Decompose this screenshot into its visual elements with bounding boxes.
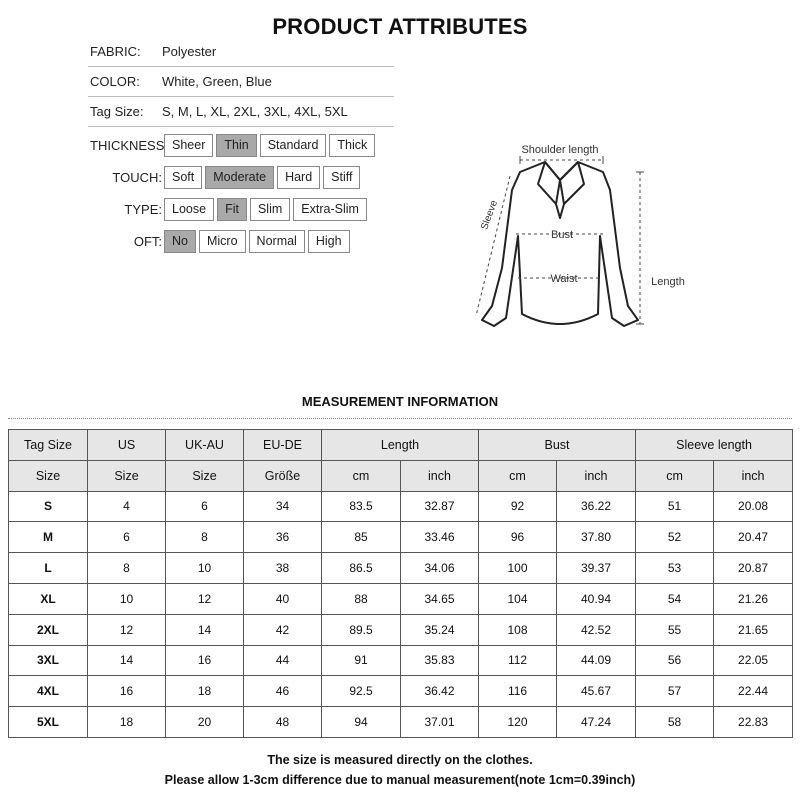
table-cell: 36 [244, 522, 322, 553]
table-cell: 18 [166, 676, 244, 707]
table-cell: 18 [88, 707, 166, 738]
option-chip: Extra-Slim [293, 198, 367, 221]
table-cell: UK-AU [166, 430, 244, 461]
option-chip: No [164, 230, 196, 253]
table-cell: S [9, 491, 88, 522]
option-chips [164, 166, 363, 189]
table-cell: 83.5 [322, 491, 401, 522]
table-cell: Tag Size [9, 430, 88, 461]
table-row [9, 522, 793, 553]
measurement-table [8, 429, 793, 738]
note-line-2: Please allow 1-3cm difference due to manual measurement(note 1cm=0.39inch) [164, 773, 636, 787]
table-cell: inch [401, 460, 479, 491]
table-cell: 36.22 [557, 491, 636, 522]
option-chip: Standard [260, 134, 327, 157]
table-cell: 21.65 [714, 614, 793, 645]
table-cell: cm [479, 460, 557, 491]
table-cell: 8 [88, 553, 166, 584]
table-row [9, 491, 793, 522]
option-chip: Thin [216, 134, 256, 157]
table-cell: 48 [244, 707, 322, 738]
table-cell: 4 [88, 491, 166, 522]
table-cell: 91 [322, 645, 401, 676]
table-cell: 21.26 [714, 583, 793, 614]
option-chip: Fit [217, 198, 247, 221]
length-label: Length [651, 276, 685, 288]
table-cell: Sleeve length [636, 430, 793, 461]
table-cell: 14 [166, 614, 244, 645]
table-cell: M [9, 522, 88, 553]
table-cell: 32.87 [401, 491, 479, 522]
table-cell: 22.44 [714, 676, 793, 707]
attr-fabric [90, 44, 216, 59]
table-cell: 10 [88, 583, 166, 614]
option-chip: Sheer [164, 134, 213, 157]
table-cell: Size [88, 460, 166, 491]
table-cell: L [9, 553, 88, 584]
bust-label: Bust [550, 229, 574, 241]
table-cell: 6 [88, 522, 166, 553]
table-cell: 8 [166, 522, 244, 553]
table-cell: 22.83 [714, 707, 793, 738]
table-cell: Bust [479, 430, 636, 461]
option-chip: Thick [329, 134, 375, 157]
option-chip: Normal [249, 230, 305, 253]
table-cell: 112 [479, 645, 557, 676]
table-subheader-row [9, 460, 793, 491]
attr-tag-size-value: S, M, L, XL, 2XL, 3XL, 4XL, 5XL [162, 104, 348, 119]
table-cell: Size [166, 460, 244, 491]
table-cell: 33.46 [401, 522, 479, 553]
table-cell: 37.01 [401, 707, 479, 738]
table-cell: 20.87 [714, 553, 793, 584]
table-cell: 20.47 [714, 522, 793, 553]
option-label: TOUCH: [112, 170, 162, 185]
option-chip: Loose [164, 198, 214, 221]
table-cell: 40 [244, 583, 322, 614]
table-row [9, 614, 793, 645]
attr-color [90, 74, 272, 89]
table-cell: 85 [322, 522, 401, 553]
table-cell: Size [9, 460, 88, 491]
divider [88, 96, 394, 97]
table-cell: 10 [166, 553, 244, 584]
attr-tag-size-label: Tag Size: [90, 104, 144, 119]
table-cell: 3XL [9, 645, 88, 676]
table-cell: 38 [244, 553, 322, 584]
option-chips [164, 198, 370, 221]
table-cell: 108 [479, 614, 557, 645]
table-cell: 45.67 [557, 676, 636, 707]
option-row-thickness [90, 134, 378, 157]
table-cell: cm [636, 460, 714, 491]
table-cell: 100 [479, 553, 557, 584]
table-cell: 36.42 [401, 676, 479, 707]
table-cell: inch [557, 460, 636, 491]
table-cell: 39.37 [557, 553, 636, 584]
table-cell: inch [714, 460, 793, 491]
table-cell: 104 [479, 583, 557, 614]
table-cell: 44.09 [557, 645, 636, 676]
option-chip: Moderate [205, 166, 274, 189]
option-row-type [90, 198, 370, 221]
table-cell: 4XL [9, 676, 88, 707]
table-cell: 16 [166, 645, 244, 676]
table-cell: 22.05 [714, 645, 793, 676]
attr-color-value: White, Green, Blue [162, 74, 272, 89]
table-cell: 40.94 [557, 583, 636, 614]
dotted-divider [8, 418, 792, 419]
table-cell: 92.5 [322, 676, 401, 707]
option-label: TYPE: [124, 202, 162, 217]
table-cell: 42 [244, 614, 322, 645]
table-cell: 57 [636, 676, 714, 707]
table-row [9, 676, 793, 707]
table-cell: 52 [636, 522, 714, 553]
table-cell: 14 [88, 645, 166, 676]
table-row [9, 553, 793, 584]
table-cell: 34.65 [401, 583, 479, 614]
table-cell: 34 [244, 491, 322, 522]
option-row-oft [90, 230, 353, 253]
divider [88, 126, 394, 127]
table-cell: 51 [636, 491, 714, 522]
attr-fabric-value: Polyester [162, 44, 217, 59]
table-cell: Größe [244, 460, 322, 491]
table-cell: 35.83 [401, 645, 479, 676]
jacket-measurement-diagram [460, 138, 700, 338]
table-cell: 34.06 [401, 553, 479, 584]
sleeve-label: Sleeve [479, 198, 501, 232]
table-cell: cm [322, 460, 401, 491]
page-title: PRODUCT ATTRIBUTES [272, 14, 528, 39]
table-cell: 35.24 [401, 614, 479, 645]
table-cell: 44 [244, 645, 322, 676]
divider [88, 66, 394, 67]
table-cell: Length [322, 430, 479, 461]
table-cell: 20 [166, 707, 244, 738]
table-cell: 55 [636, 614, 714, 645]
table-cell: 16 [88, 676, 166, 707]
table-cell: 12 [166, 583, 244, 614]
table-cell: 6 [166, 491, 244, 522]
table-cell: 53 [636, 553, 714, 584]
table-cell: US [88, 430, 166, 461]
table-cell: 12 [88, 614, 166, 645]
table-cell: 120 [479, 707, 557, 738]
table-cell: 92 [479, 491, 557, 522]
attr-color-label: COLOR: [90, 74, 140, 89]
option-chip: Hard [277, 166, 320, 189]
table-cell: 42.52 [557, 614, 636, 645]
table-cell: EU-DE [244, 430, 322, 461]
table-cell: 37.80 [557, 522, 636, 553]
table-cell: 96 [479, 522, 557, 553]
option-label: THICKNESS [90, 138, 165, 153]
table-header-row [9, 430, 793, 461]
shoulder-length-label: Shoulder length [521, 144, 599, 156]
option-chip: Stiff [323, 166, 360, 189]
option-row-touch [90, 166, 363, 189]
table-cell: 20.08 [714, 491, 793, 522]
table-cell: 58 [636, 707, 714, 738]
attr-fabric-label: FABRIC: [90, 44, 141, 59]
table-cell: 47.24 [557, 707, 636, 738]
table-cell: 2XL [9, 614, 88, 645]
table-cell: 94 [322, 707, 401, 738]
table-cell: 86.5 [322, 553, 401, 584]
option-chip: High [308, 230, 350, 253]
table-cell: 56 [636, 645, 714, 676]
table-row [9, 583, 793, 614]
option-chip: Slim [250, 198, 290, 221]
measurement-title: MEASUREMENT INFORMATION [301, 394, 499, 409]
option-label: OFT: [133, 234, 162, 249]
table-cell: 54 [636, 583, 714, 614]
table-row [9, 707, 793, 738]
note-line-1: The size is measured directly on the clothes. [267, 753, 533, 767]
option-chip: Soft [164, 166, 202, 189]
option-chips [164, 230, 353, 253]
table-cell: 5XL [9, 707, 88, 738]
option-chips [164, 134, 378, 157]
attr-tag-size [90, 104, 348, 119]
table-row [9, 645, 793, 676]
table-cell: XL [9, 583, 88, 614]
table-cell: 46 [244, 676, 322, 707]
option-chip: Micro [199, 230, 246, 253]
table-cell: 89.5 [322, 614, 401, 645]
table-cell: 88 [322, 583, 401, 614]
waist-label: Waist [550, 273, 578, 285]
table-cell: 116 [479, 676, 557, 707]
